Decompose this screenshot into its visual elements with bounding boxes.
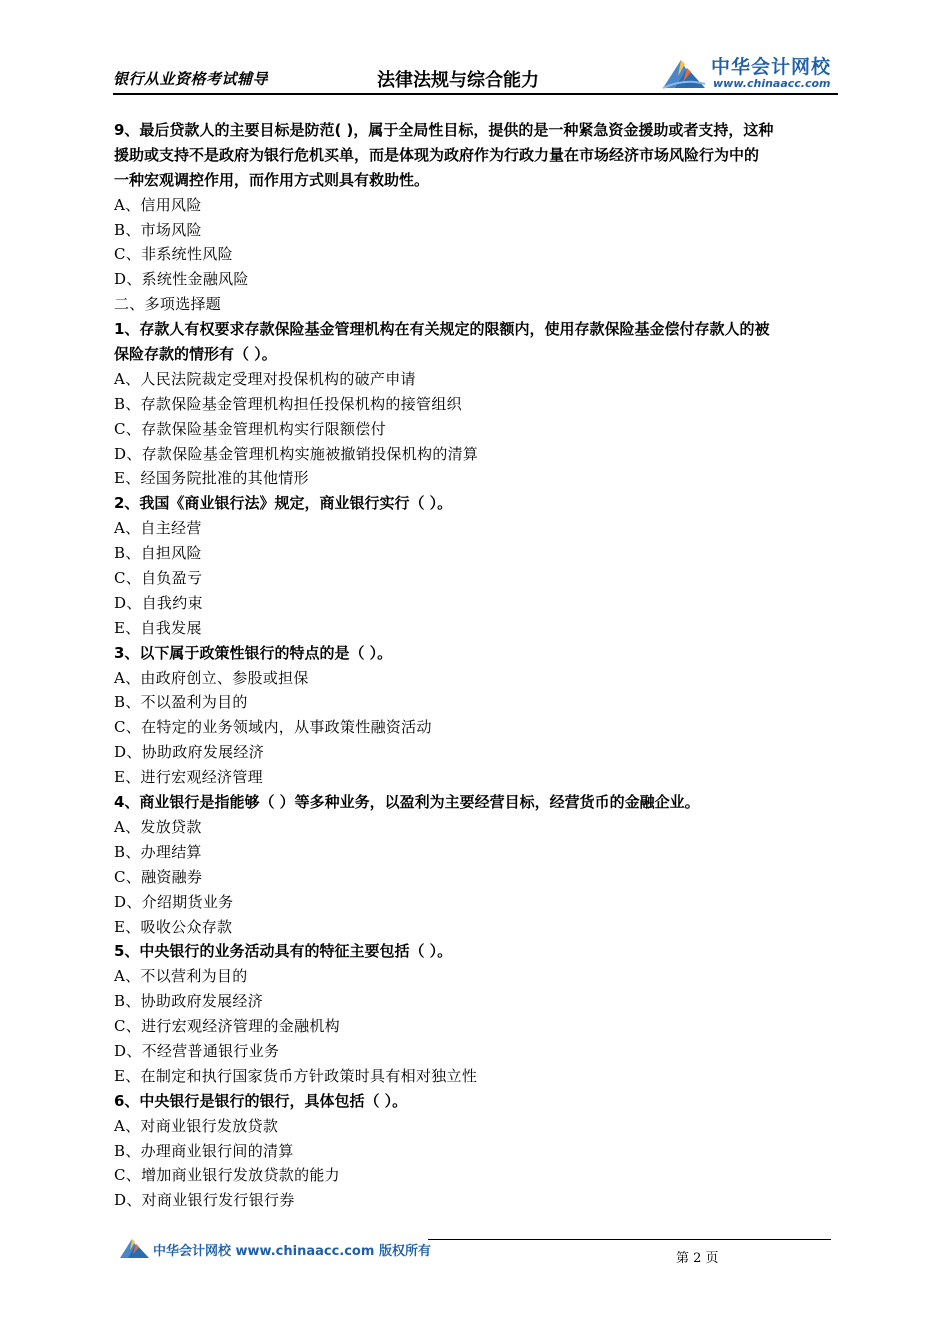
question-text-line: 3、以下属于政策性银行的特点的是（ ）。 bbox=[114, 643, 393, 662]
option-line: C、存款保险基金管理机构实行限额偿付 bbox=[114, 419, 386, 438]
page-footer bbox=[113, 1234, 838, 1264]
option-line: D、协助政府发展经济 bbox=[114, 743, 265, 762]
option-line: B、不以盈利为目的 bbox=[114, 693, 248, 712]
option-line: A、不以营利为目的 bbox=[114, 967, 248, 986]
page-number: 第 2 页 bbox=[676, 1251, 719, 1266]
header-left-title: 银行从业资格考试辅导 bbox=[113, 70, 269, 88]
question-text-line: 4、商业银行是指能够（ ）等多种业务，以盈利为主要经营目标，经营货币的金融企业。 bbox=[114, 793, 700, 812]
option-line: E、自我发展 bbox=[114, 618, 202, 637]
option-line: D、存款保险基金管理机构实施被撤销投保机构的清算 bbox=[114, 444, 479, 463]
option-line: A、发放贷款 bbox=[114, 817, 202, 836]
option-line: A、人民法院裁定受理对投保机构的破产申请 bbox=[114, 369, 416, 388]
option-line: D、对商业银行发行银行券 bbox=[114, 1191, 295, 1210]
footer-logo-icon bbox=[119, 1236, 151, 1260]
option-line: D、系统性金融风险 bbox=[114, 270, 249, 289]
question-text-line: 一种宏观调控作用，而作用方式则具有救助性。 bbox=[114, 170, 430, 189]
option-line: E、经国务院批准的其他情形 bbox=[114, 469, 309, 488]
option-line: B、办理商业银行间的清算 bbox=[114, 1141, 294, 1160]
chinaacc-logo bbox=[661, 52, 839, 92]
header-divider bbox=[113, 93, 838, 95]
option-line: B、办理结算 bbox=[114, 842, 202, 861]
question-text-line: 2、我国《商业银行法》规定，商业银行实行（ ）。 bbox=[114, 494, 453, 513]
document-body bbox=[114, 118, 840, 1213]
option-line: D、介绍期货业务 bbox=[114, 892, 234, 911]
header-center-title: 法律法规与综合能力 bbox=[377, 70, 539, 91]
option-line: C、自负盈亏 bbox=[114, 569, 203, 588]
option-line: C、非系统性风险 bbox=[114, 245, 233, 264]
option-line: A、信用风险 bbox=[114, 195, 202, 214]
option-line: E、在制定和执行国家货币方针政策时具有相对独立性 bbox=[114, 1066, 478, 1085]
question-text-line: 9、最后贷款人的主要目标是防范( )，属于全局性目标，提供的是一种紧急资金援助或者支持，这种 bbox=[114, 121, 774, 139]
page-header bbox=[113, 48, 838, 94]
option-line: B、自担风险 bbox=[114, 544, 202, 563]
option-line: B、市场风险 bbox=[114, 220, 202, 239]
option-line: C、在特定的业务领域内，从事政策性融资活动 bbox=[114, 718, 432, 737]
logo-url-text: www.chinaacc.com bbox=[713, 77, 831, 90]
question-text-line: 援助或支持不是政府为银行危机买单，而是体现为政府作为行政力量在市场经济市场风险行为中的 bbox=[114, 145, 760, 164]
option-line: B、协助政府发展经济 bbox=[114, 992, 264, 1011]
option-line: E、进行宏观经济管理 bbox=[114, 768, 263, 787]
question-text-line: 6、中央银行是银行的银行，具体包括（ ）。 bbox=[114, 1091, 408, 1110]
footer-divider bbox=[428, 1239, 831, 1240]
option-line: C、进行宏观经济管理的金融机构 bbox=[114, 1017, 340, 1036]
option-line: E、吸收公众存款 bbox=[114, 917, 233, 936]
question-text-line: 保险存款的情形有（ ）。 bbox=[114, 345, 277, 364]
option-line: D、不经营普通银行业务 bbox=[114, 1041, 280, 1060]
logo-name-text: 中华会计网校 bbox=[711, 56, 832, 78]
logo-mountain-icon bbox=[661, 56, 707, 90]
option-line: B、存款保险基金管理机构担任投保机构的接管组织 bbox=[114, 394, 462, 413]
option-line: A、由政府创立、参股或担保 bbox=[114, 668, 309, 687]
option-line: C、增加商业银行发放贷款的能力 bbox=[114, 1166, 340, 1185]
question-text-line: 5、中央银行的业务活动具有的特征主要包括（ ）。 bbox=[114, 942, 453, 961]
option-line: A、对商业银行发放贷款 bbox=[114, 1116, 279, 1135]
question-text-line: 1、存款人有权要求存款保险基金管理机构在有关规定的限额内，使用存款保险基金偿付存款人的被 bbox=[114, 320, 770, 339]
option-line: C、融资融券 bbox=[114, 867, 203, 886]
option-line: A、自主经营 bbox=[114, 519, 202, 538]
footer-copyright: 中华会计网校 www.chinaacc.com 版权所有 bbox=[153, 1244, 431, 1259]
option-line: 二、多项选择题 bbox=[114, 295, 222, 314]
option-line: D、自我约束 bbox=[114, 593, 203, 612]
